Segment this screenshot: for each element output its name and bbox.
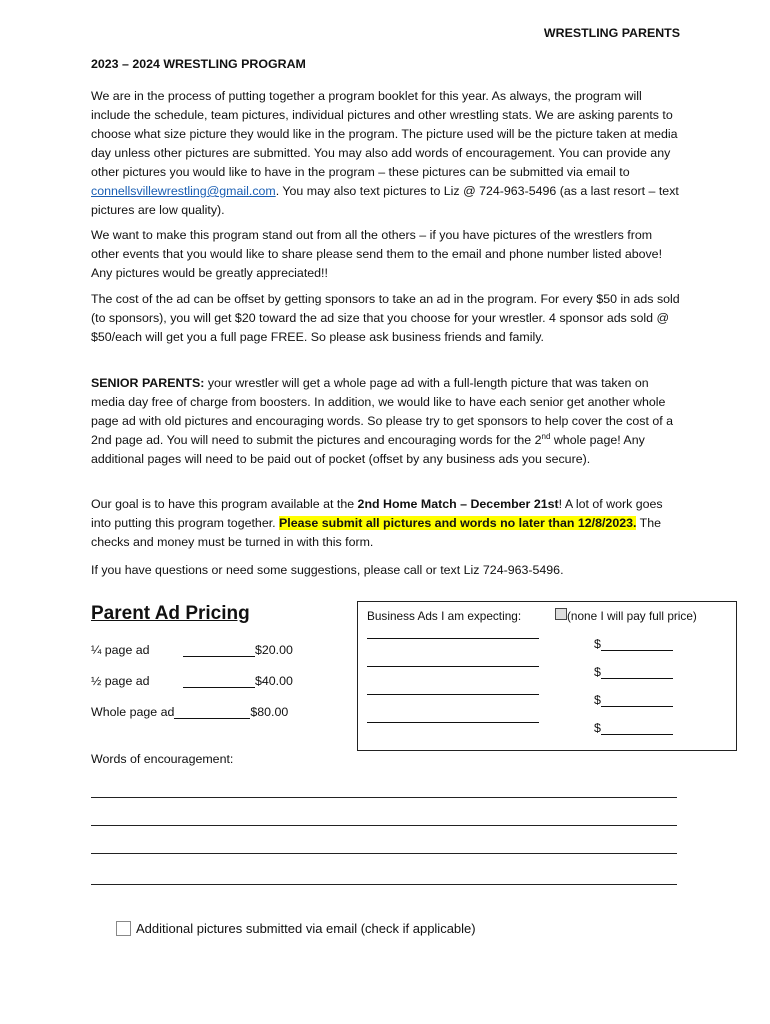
encouragement-line[interactable]: [91, 825, 677, 826]
encouragement-label: Words of encouragement:: [91, 752, 234, 766]
business-amount[interactable]: [594, 637, 676, 651]
quantity-blank[interactable]: [183, 674, 255, 688]
additional-pictures-checkbox[interactable]: [116, 921, 131, 936]
none-checkbox[interactable]: [555, 608, 567, 620]
header-title: WRESTLING PARENTS: [543, 26, 680, 40]
business-name-line[interactable]: [367, 666, 539, 667]
price-label: ½ page ad: [91, 674, 150, 688]
contact-paragraph: If you have questions or need some suggestions, please call or text Liz 724-963-5496.: [91, 563, 564, 577]
encouragement-line[interactable]: [91, 884, 677, 885]
price-row-quarter: [91, 643, 293, 657]
event-date: 2nd Home Match – December 21st: [357, 497, 559, 511]
none-option-label: (none I will pay full price): [567, 609, 697, 623]
price-value: $80.00: [250, 705, 289, 719]
intro-paragraph: [91, 87, 683, 220]
intro-text-end: . You may also text pictures to Liz @ 724-963-5496 (as a last resort – text pictures are low quality).: [91, 184, 679, 217]
dollar-sign: $: [594, 665, 601, 679]
pictures-paragraph: We want to make this program stand out from all the others – if you have pictures of the wrestlers from other events that you would like to share please send them to the email and phone number listed above! Any pictures would be greatly appreciated!!: [91, 228, 663, 280]
price-row-whole: [91, 705, 288, 719]
business-amount[interactable]: [594, 721, 676, 735]
business-amount[interactable]: [594, 665, 676, 679]
dollar-sign: $: [594, 693, 601, 707]
pricing-title: Parent Ad Pricing: [91, 603, 250, 624]
encouragement-line[interactable]: [91, 797, 677, 798]
document-title: 2023 – 2024 WRESTLING PROGRAM: [91, 57, 306, 71]
goal-text: Our goal is to have this program available at the: [91, 497, 358, 511]
ordinal-suffix: nd: [541, 431, 551, 441]
price-row-half: [91, 674, 293, 688]
dollar-sign: $: [594, 721, 601, 735]
sponsor-paragraph: The cost of the ad can be offset by getting sponsors to take an ad in the program. For every $50 in ads sold (to sponsors), you will get $20 toward the ad size that you choose for your wrestler. 4 sponsor ads sold @ $50/each will get you a full page FREE. So please ask business friends and family.: [91, 292, 680, 344]
business-name-line[interactable]: [367, 694, 539, 695]
goal-paragraph: [91, 495, 683, 552]
dollar-sign: $: [594, 637, 601, 651]
additional-pictures-label: Additional pictures submitted via email (check if applicable): [136, 921, 476, 936]
business-ads-box: [357, 601, 737, 751]
amount-blank[interactable]: [601, 666, 673, 679]
intro-text: We are in the process of putting together a program booklet for this year. As always, the program will include the schedule, team pictures, individual pictures and other wrestling stats. We are asking parents to choose what size picture they would like in the program. The picture used will be the picture taken at media day unless other pictures are submitted. You may also add words of encouragement. You can provide any other pictures you would like to have in the program – these pictures can be submitted via email to: [91, 89, 678, 179]
amount-blank[interactable]: [601, 722, 673, 735]
senior-parents-paragraph: [91, 374, 683, 469]
business-name-line[interactable]: [367, 638, 539, 639]
goal-text-mid: ! A lot of work goes into putting this program together.: [91, 497, 663, 530]
email-link[interactable]: connellsvillewrestling@gmail.com: [91, 184, 276, 198]
price-value: $40.00: [255, 674, 293, 688]
quantity-blank[interactable]: [183, 643, 255, 657]
senior-parents-heading: SENIOR PARENTS:: [91, 376, 205, 390]
amount-blank[interactable]: [601, 638, 673, 651]
price-label: Whole page ad: [91, 705, 175, 719]
deadline-highlight: Please submit all pictures and words no later than 12/8/2023.: [279, 516, 637, 530]
encouragement-line[interactable]: [91, 853, 677, 854]
goal-text-end: The checks and money must be turned in with this form.: [91, 516, 662, 549]
quantity-blank[interactable]: [174, 705, 250, 719]
amount-blank[interactable]: [601, 694, 673, 707]
price-label: ¼ page ad: [91, 643, 150, 657]
price-value: $20.00: [255, 643, 293, 657]
business-name-line[interactable]: [367, 722, 539, 723]
senior-text-end: whole page! Any additional pages will need to be paid out of pocket (offset by any business ads you secure).: [91, 433, 645, 466]
business-ads-label: Business Ads I am expecting:: [367, 609, 522, 623]
senior-text: your wrestler will get a whole page ad with a full-length picture that was taken on media day free of charge from boosters. In addition, we would like to have each senior get another whole page ad with old pictures and encouraging words. So please try to get sponsors to help cover the cost of a 2nd page ad. You will need to submit the pictures and encouraging words for the 2: [91, 376, 674, 447]
business-amount[interactable]: [594, 693, 676, 707]
